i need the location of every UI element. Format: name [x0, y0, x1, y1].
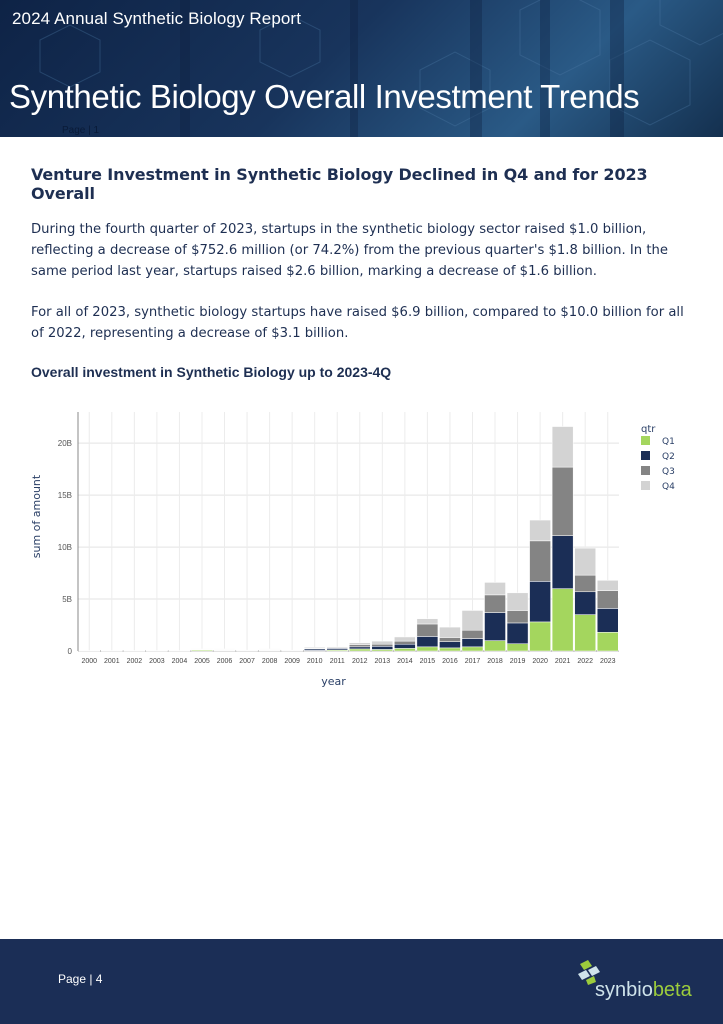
- y-tick-label: 10B: [57, 543, 72, 553]
- bar-segment-q4: [552, 427, 573, 468]
- legend-swatch-q4: [641, 481, 650, 490]
- x-tick-label: 2006: [216, 658, 233, 665]
- bar-segment-q2: [507, 623, 528, 644]
- header-banner: [0, 0, 723, 137]
- x-tick-label: 2003: [149, 658, 165, 665]
- x-tick-label: 2002: [126, 658, 143, 665]
- page-number: Page | 4: [58, 972, 103, 986]
- legend-swatch-q2: [641, 451, 650, 460]
- legend-swatch-q1: [641, 436, 650, 445]
- bar-segment-q4: [439, 627, 460, 637]
- bar-segment-q3: [575, 575, 596, 592]
- logo-word-part-2: beta: [652, 979, 692, 1001]
- x-tick-label: 2022: [577, 658, 593, 665]
- bar-segment-q3: [507, 610, 528, 622]
- x-tick-label: 2021: [554, 658, 571, 665]
- bar-segment-q2: [530, 581, 551, 622]
- bar-segment-q1: [530, 622, 551, 651]
- x-tick-label: 2007: [239, 658, 255, 665]
- synbiobeta-logo: [574, 958, 704, 1002]
- x-tick-label: 2008: [261, 658, 278, 665]
- bar-segment-q2: [439, 642, 460, 648]
- ghost-page-label: Page | 1: [62, 125, 100, 136]
- legend-swatch-q3: [641, 466, 650, 475]
- bar-segment-q3: [372, 644, 393, 646]
- bar-segment-q1: [597, 632, 618, 651]
- bar-segment-q1: [349, 649, 370, 651]
- bar-segment-q2: [552, 536, 573, 589]
- bar-segment-q2: [575, 592, 596, 615]
- bar-segment-q3: [417, 624, 438, 636]
- bar-segment-q4: [372, 641, 393, 644]
- bar-segment-q4: [327, 647, 348, 648]
- x-tick-label: 2011: [329, 658, 345, 665]
- logo-word-part-1: synbio: [595, 979, 653, 1001]
- x-tick-label: 2012: [351, 658, 368, 665]
- x-tick-label: 2023: [599, 658, 616, 665]
- bar-segment-q3: [485, 595, 506, 613]
- bar-segment-q3: [552, 467, 573, 536]
- y-tick-label: 5B: [62, 595, 72, 605]
- y-tick-label: 0: [67, 647, 72, 656]
- section-heading: Venture Investment in Synthetic Biology Declined in Q4 and for 2023 Overall: [31, 165, 648, 203]
- investment-stacked-bar-chart: [0, 400, 723, 700]
- bar-segment-q4: [507, 593, 528, 611]
- report-title: 2024 Annual Synthetic Biology Report: [12, 9, 302, 28]
- legend-label-q1: Q1: [662, 437, 675, 447]
- legend-label-q4: Q4: [662, 482, 675, 492]
- page-title: Synthetic Biology Overall Investment Trends: [9, 78, 640, 115]
- bar-segment-q3: [394, 641, 415, 644]
- x-tick-label: 2010: [306, 658, 323, 665]
- x-tick-label: 2015: [419, 658, 436, 665]
- paragraph-q4: During the fourth quarter of 2023, startups in the synthetic biology sector raised $1.0 billion, reflecting a decrease of $752.6 million (or 74.2%) from the previous quarter's $1.8 billion. In the same period last year, startups raised $2.6 billion, marking a decrease of $1.6 billion.: [31, 222, 668, 279]
- y-axis-title: sum of amount: [30, 474, 43, 559]
- y-tick-label: 20B: [57, 439, 72, 449]
- bar-segment-q3: [462, 630, 483, 638]
- y-tick-label: 15B: [57, 491, 72, 501]
- bar-segment-q4: [575, 548, 596, 575]
- x-tick-label: 2018: [487, 658, 503, 665]
- bar-segment-q1: [575, 615, 596, 651]
- x-tick-label: 2013: [374, 658, 391, 665]
- x-tick-label: 2020: [532, 658, 548, 665]
- x-tick-label: 2009: [284, 658, 300, 665]
- bar-segment-q2: [597, 608, 618, 632]
- x-tick-label: 2019: [509, 658, 526, 665]
- paragraph-year: For all of 2023, synthetic biology startups have raised $6.9 billion, compared to $10.0 billion for all of 2022, representing a decrease of $3.1 billion.: [31, 305, 684, 341]
- bar-segment-q1: [462, 647, 483, 651]
- bar-segment-q4: [304, 647, 325, 648]
- bar-segment-q3: [530, 541, 551, 582]
- bar-segment-q4: [485, 582, 506, 594]
- x-tick-label: 2000: [81, 658, 98, 665]
- x-tick-label: 2016: [442, 658, 458, 665]
- bar-segment-q3: [349, 645, 370, 647]
- legend-label-q3: Q3: [662, 467, 675, 477]
- bar-segment-q2: [394, 644, 415, 648]
- bar-segment-q1: [394, 648, 415, 651]
- legend-label-q2: Q2: [662, 452, 675, 462]
- bar-segment-q4: [462, 610, 483, 630]
- bar-segment-q4: [417, 619, 438, 624]
- x-tick-label: 2005: [194, 658, 210, 665]
- chart-title: Overall investment in Synthetic Biology up to 2023-4Q: [31, 364, 392, 380]
- bar-segment-q2: [372, 646, 393, 649]
- bar-segment-q1: [507, 644, 528, 651]
- bar-segment-q2: [485, 613, 506, 641]
- article-body: [31, 165, 691, 364]
- bar-segment-q4: [259, 649, 280, 650]
- x-tick-label: 2001: [104, 658, 120, 665]
- bar-segment-q1: [417, 647, 438, 651]
- bar-segment-q4: [597, 580, 618, 590]
- x-tick-label: 2017: [464, 658, 481, 665]
- bar-segment-q1: [439, 648, 460, 651]
- logo-wordmark: [595, 979, 692, 1002]
- bar-segment-q3: [597, 591, 618, 609]
- legend-title: qtr: [641, 424, 656, 435]
- bar-segment-q4: [349, 643, 370, 645]
- x-axis-title: year: [321, 675, 346, 688]
- bar-segment-q4: [394, 637, 415, 641]
- x-tick-label: 2014: [397, 658, 413, 665]
- bar-segment-q2: [349, 647, 370, 649]
- bar-segment-q4: [214, 649, 235, 650]
- x-tick-label: 2004: [171, 658, 188, 665]
- bar-segment-q2: [462, 639, 483, 647]
- bar-segment-q1: [485, 641, 506, 651]
- bar-segment-q4: [191, 649, 212, 650]
- bar-segment-q2: [417, 636, 438, 646]
- bar-segment-q4: [530, 520, 551, 541]
- bar-segment-q3: [439, 637, 460, 641]
- bar-segment-q1: [552, 589, 573, 651]
